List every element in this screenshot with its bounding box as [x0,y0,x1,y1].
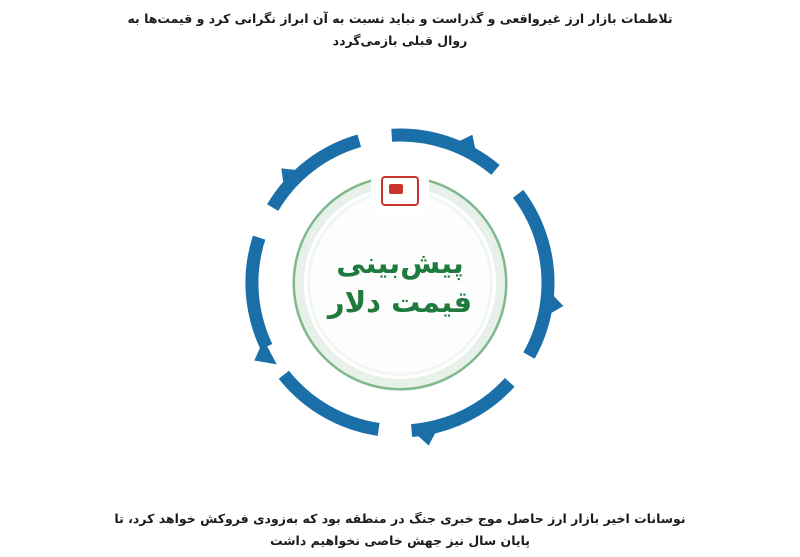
center-title-line1: پیش‌بینی [336,245,464,280]
tasnim-logo-icon [371,168,429,214]
top-caption: تلاطمات بازار ارز غیرواقعی و گذراست و نباید نسبت به آن ابراز نگرانی کرد و قیمت‌ها به روال قبلی بازمی‌گردد [127,11,673,48]
center-title-line2: قیمت دلار [327,285,473,319]
bottom-caption: نوسانات اخیر بازار ارز حاصل موج خبری جنگ در منطقه بود که به‌زودی فروکش خواهد کرد، تا پایان سال نیز جهش خاصی نخواهیم داشت [114,511,686,548]
center-title-inner [307,190,493,376]
